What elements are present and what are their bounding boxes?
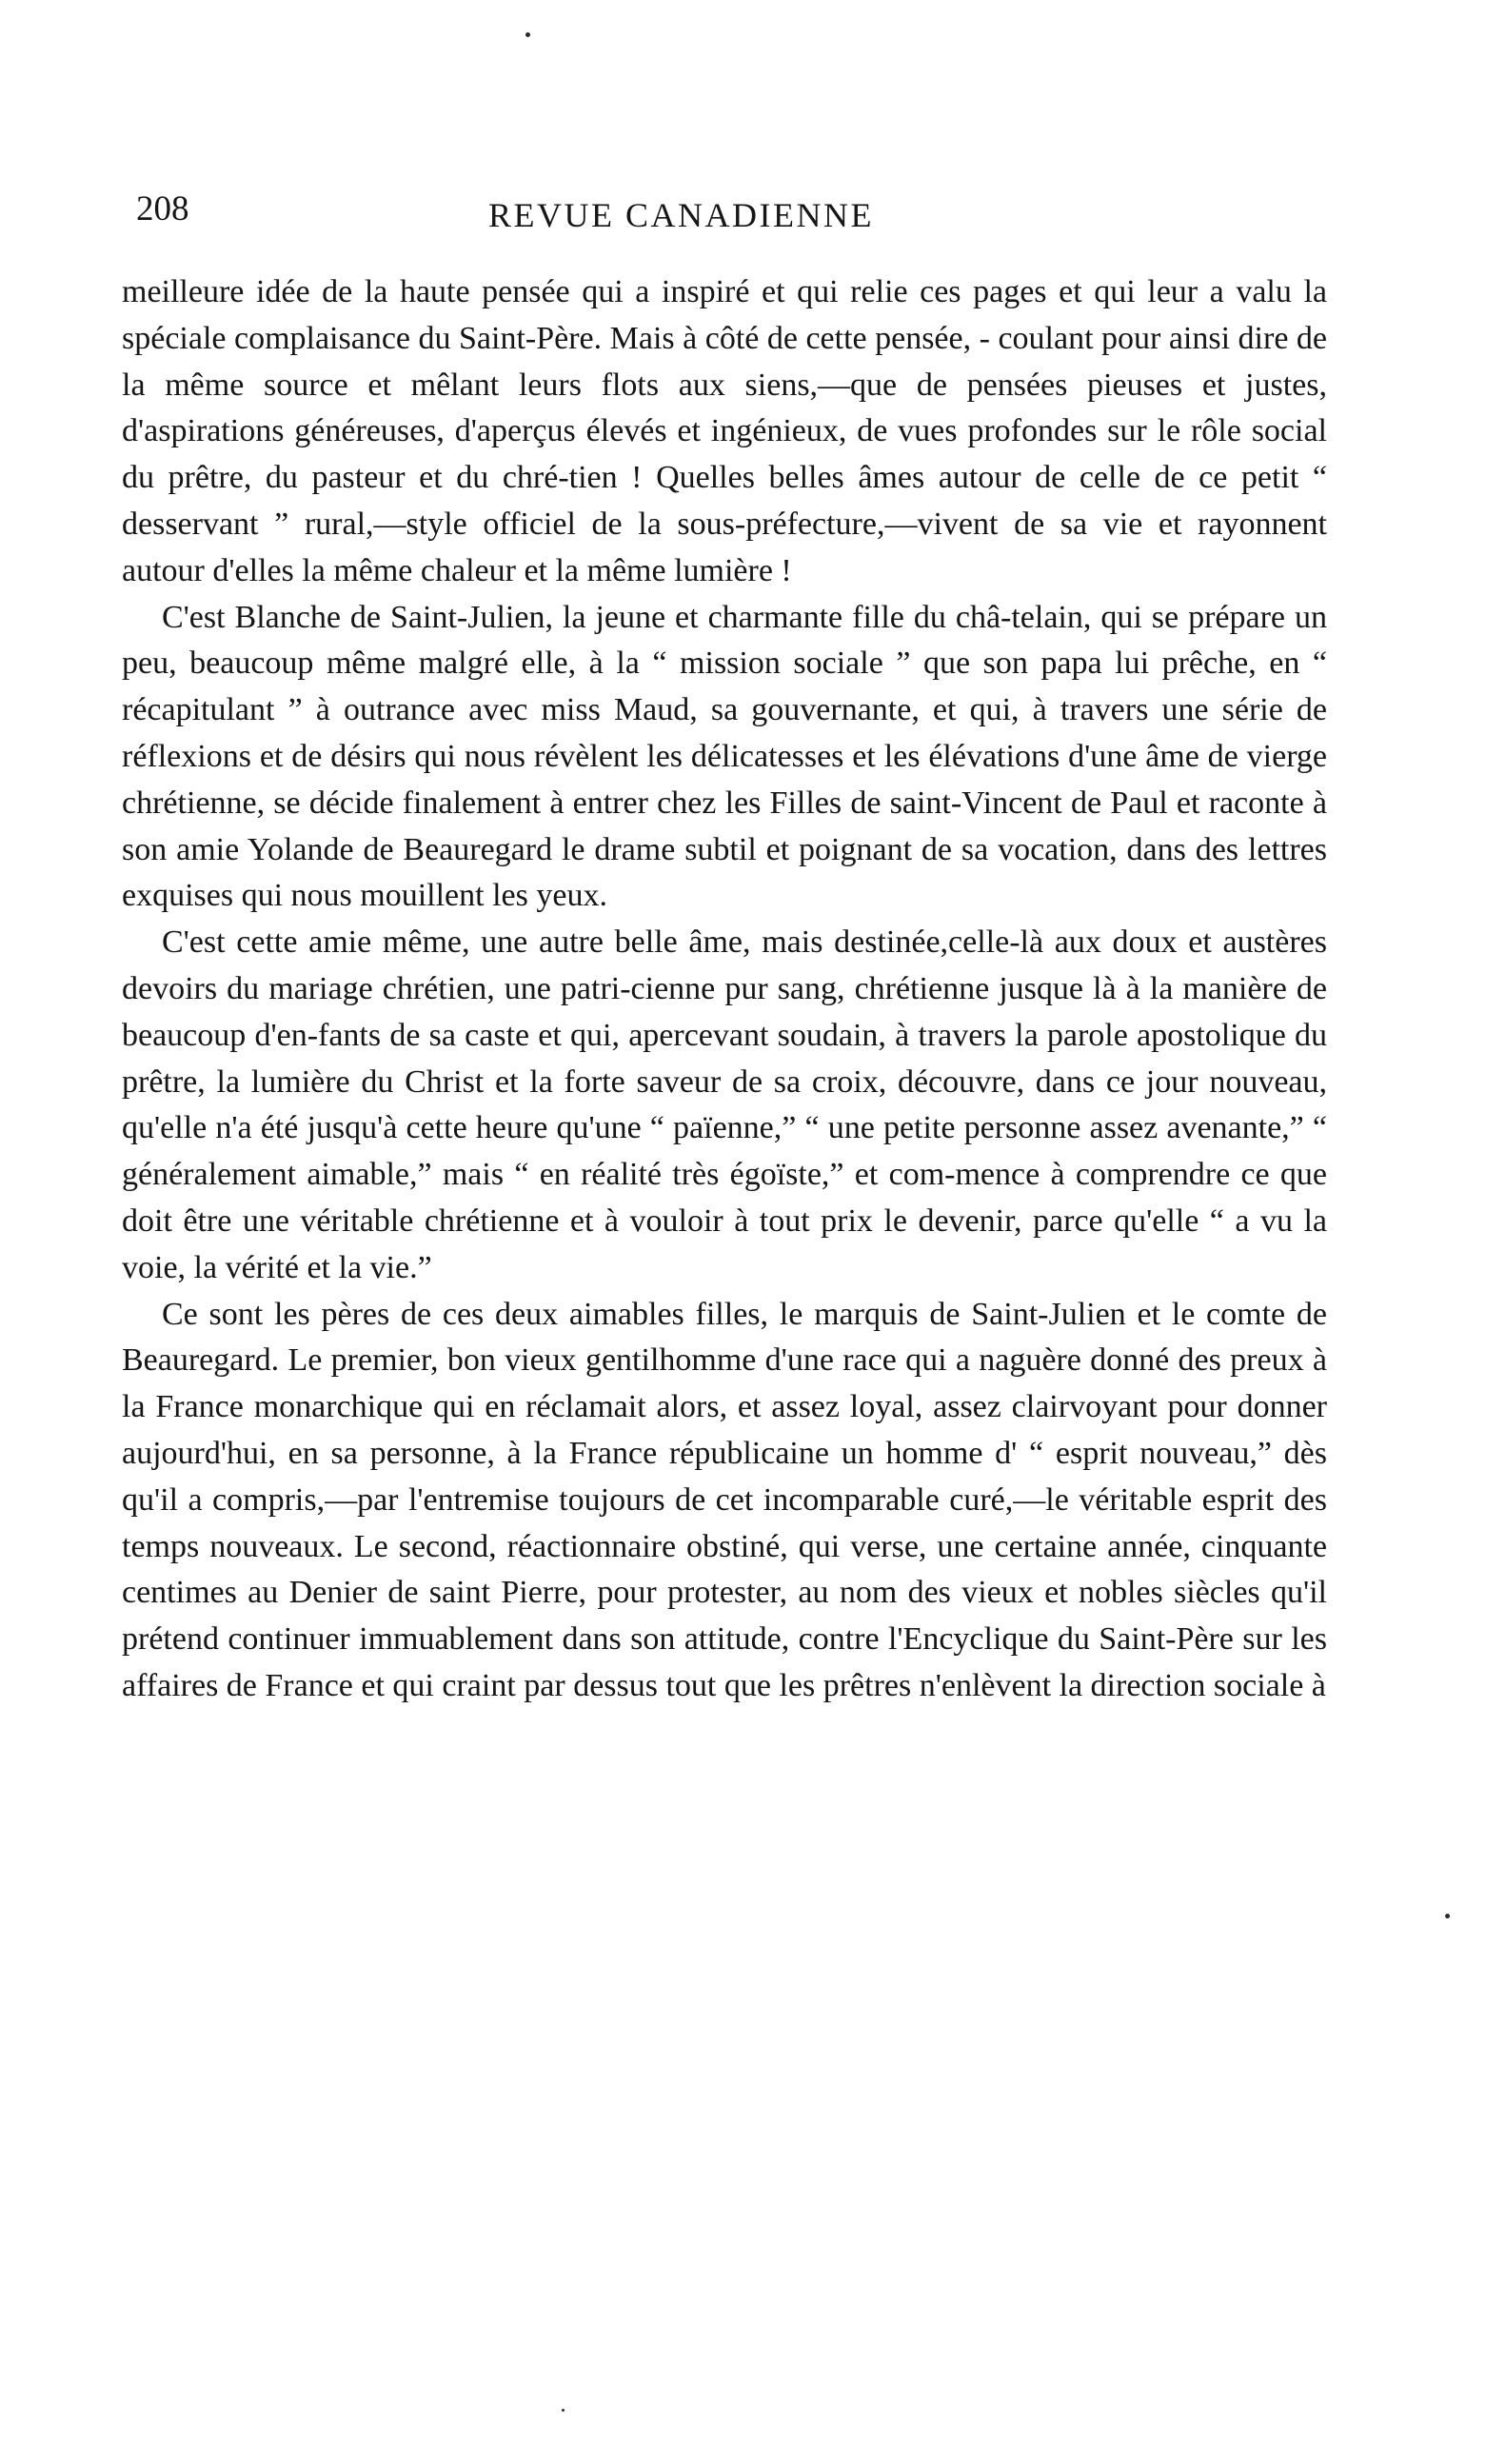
paragraph: C'est Blanche de Saint-Julien, la jeune et charmante fille du châ-telain, qui se prépare un peu, beaucoup même malgré elle, à la “ mission sociale ” que son papa lui prêche, en “ récapitulant ” à outrance avec miss Maud, sa gouvernante, et qui, à travers une série de réflexions et de désirs qui nous révèlent les délicatesses et les élévations d'une âme de vierge chrétienne, se décide finalement à entrer chez les Filles de saint-Vincent de Paul et raconte à son amie Yolande de Beauregard le drame subtil et poignant de sa vocation, dans des lettres exquises qui nous mouillent les yeux.: [122, 599, 1327, 914]
paragraph: C'est cette amie même, une autre belle âme, mais destinée,celle-là aux doux et austères devoirs du mariage chrétien, une patri-cienne pur sang, chrétienne jusque là à la manière de beaucoup d'en-fants de sa caste et qui, apercevant soudain, à travers la parole apostolique du prêtre, la lumière du Christ et la forte saveur de sa croix, découvre, dans ce jour nouveau, qu'elle n'a été jusqu'à cette heure qu'une “ païenne,” “ une petite personne assez avenante,” “ généralement aimable,” mais “ en réalité très égoïste,” et com-mence à comprendre ce que doit être une véritable chrétienne et à vouloir à tout prix le devenir, parce qu'elle “ a vu la voie, la vérité et la vie.”: [122, 924, 1327, 1285]
body-text: [122, 269, 1327, 1710]
paragraph: Ce sont les pères de ces deux aimables filles, le marquis de Saint-Julien et le comte de Beauregard. Le premier, bon vieux gentilhomme d'une race qui a naguère donné des preux à la France monarchique qui en réclamait alors, et assez loyal, assez clairvoyant pour donner aujourd'hui, en sa personne, à la France républicaine un homme d' “ esprit nouveau,” dès qu'il a compris,—par l'entremise toujours de cet incomparable curé,—le véritable esprit des temps nouveaux. Le second, réactionnaire obstiné, qui verse, une certaine année, cinquante centimes au Denier de saint Pierre, pour protester, au nom des vieux et nobles siècles qu'il prétend continuer immuablement dans son attitude, contre l'Encyclique du Saint-Père sur les affaires de France et qui craint par dessus tout que les prêtres n'enlèvent la direction sociale à: [122, 1296, 1327, 1703]
running-title: REVUE CANADIENNE: [488, 196, 874, 234]
paragraph: meilleure idée de la haute pensée qui a inspiré et qui relie ces pages et qui leur a valu la spéciale complaisance du Saint-Père. Mais à côté de cette pensée, - coulant pour ainsi dire de la même source et mêlant leurs flots aux siens,—que de pensées pieuses et justes, d'aspirations généreuses, d'aperçus élevés et ingénieux, de vues profondes sur le rôle social du prêtre, du pasteur et du chré-tien ! Quelles belles âmes autour de celle de ce petit “ desservant ” rural,—style officiel de la sous-préfecture,—vivent de sa vie et rayonnent autour d'elles la même chaleur et la même lumière !: [122, 274, 1328, 588]
ink-speck: [1445, 1914, 1450, 1918]
ink-speck: [525, 32, 530, 37]
page-header: [136, 189, 1317, 246]
page-number: 208: [136, 189, 189, 229]
ink-speck: [562, 2409, 565, 2412]
